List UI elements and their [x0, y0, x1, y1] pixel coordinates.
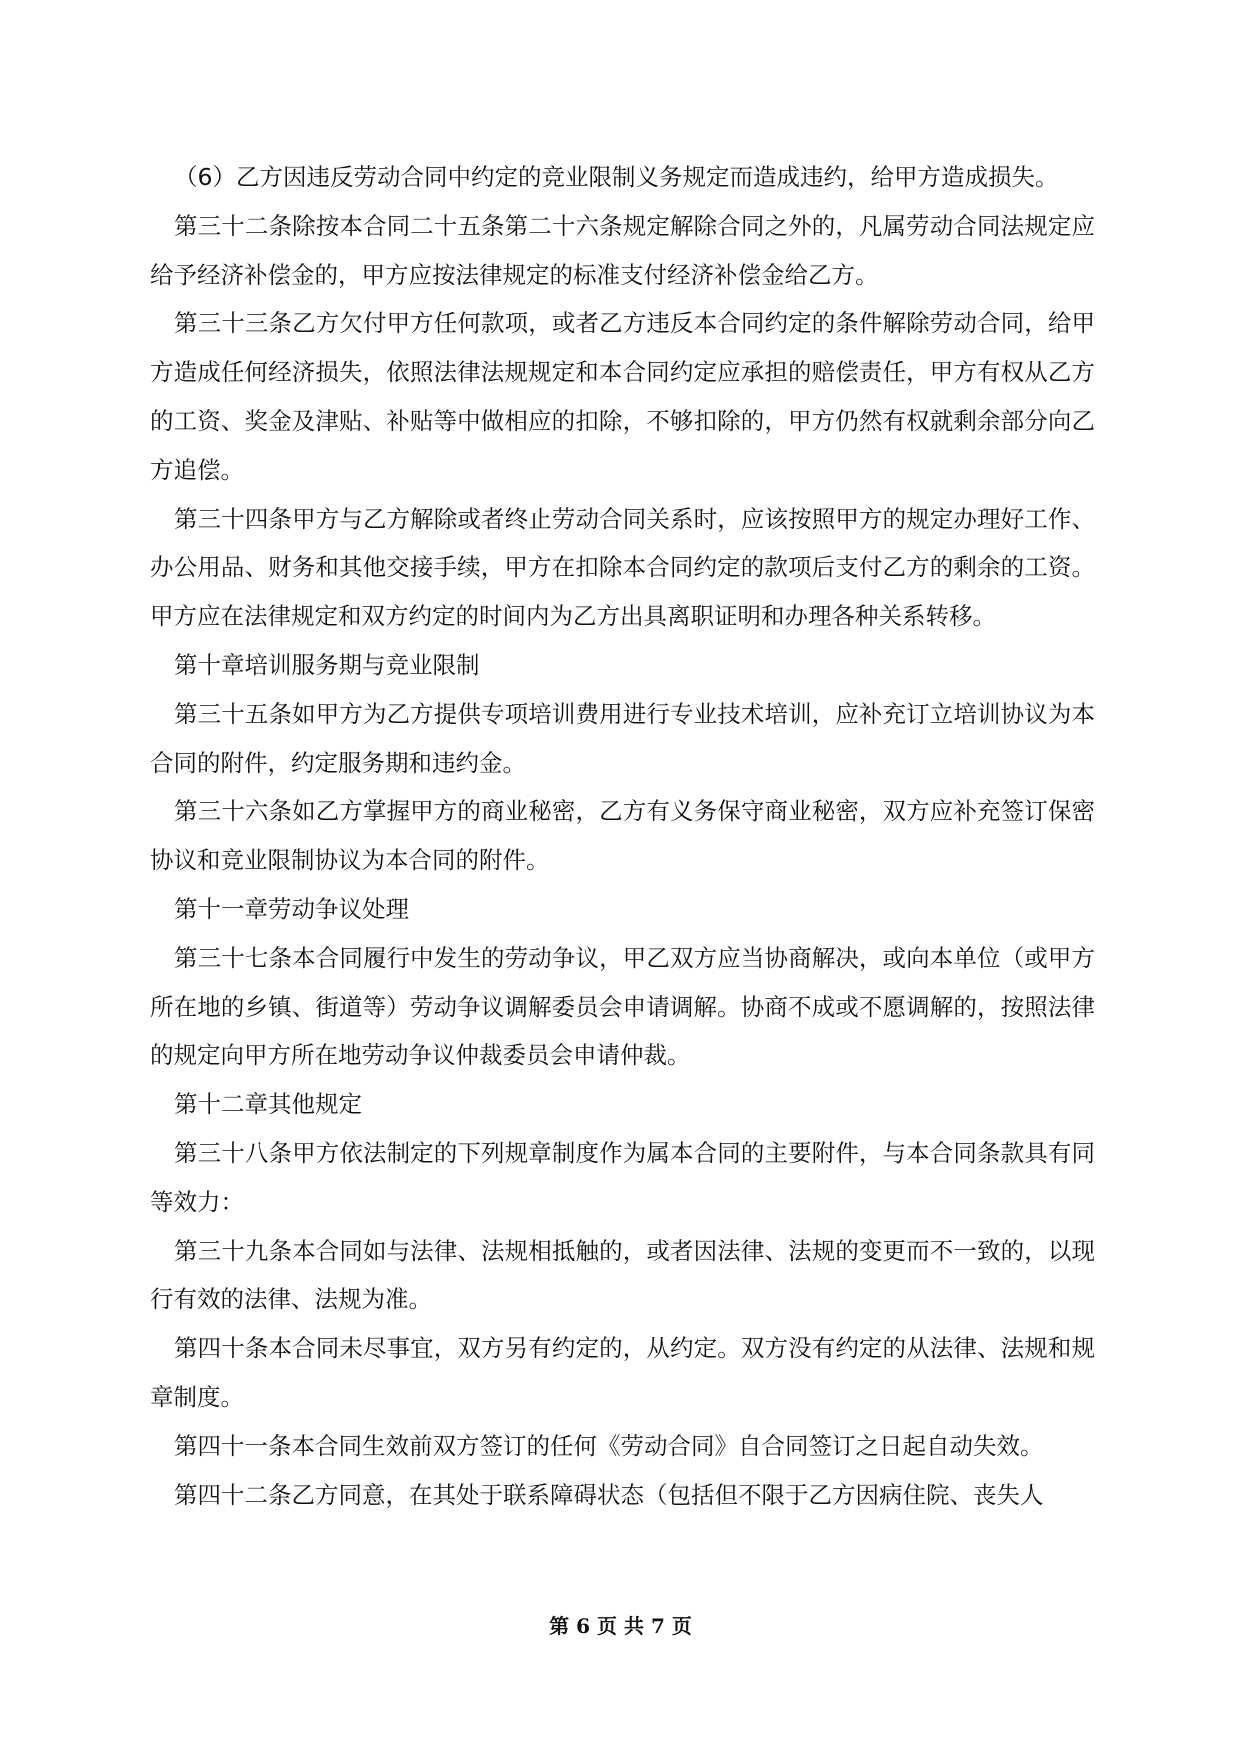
clause-paragraph: 第三十九条本合同如与法律、法规相抵触的，或者因法律、法规的变更而不一致的，以现行有效的法律、法规为准。 [150, 1236, 1095, 1314]
clause-paragraph: 第四十条本合同未尽事宜，双方另有约定的，从约定。双方没有约定的从法律、法规和规章制度。 [150, 1334, 1095, 1411]
chapter-heading: 第十章培训服务期与竞业限制 [174, 650, 480, 679]
clause-paragraph: 第四十一条本合同生效前双方签订的任何《劳动合同》自合同签订之日起自动失效。 [174, 1431, 1044, 1460]
clause-paragraph: 第三十五条如甲方为乙方提供专项培训费用进行专业技术培训，应补充订立培训协议为本合同的附件，约定服务期和违约金。 [150, 699, 1095, 777]
clause-paragraph: 第三十六条如乙方掌握甲方的商业秘密，乙方有义务保守商业秘密，双方应补充签订保密协议和竞业限制协议为本合同的附件。 [150, 797, 1095, 875]
document-body [150, 153, 1095, 1519]
clause-paragraph: （6）乙方因违反劳动合同中约定的竞业限制义务规定而造成违约，给甲方造成损失。 [174, 163, 1059, 191]
clause-paragraph: 第三十二条除按本合同二十五条第二十六条规定解除合同之外的，凡属劳动合同法规定应给予经济补偿金的，甲方应按法律规定的标准支付经济补偿金给乙方。 [150, 211, 1095, 289]
page-number-footer: 第 6 页 共 7 页 [549, 1614, 692, 1638]
chapter-heading: 第十二章其他规定 [174, 1090, 362, 1119]
chapter-heading: 第十一章劳动争议处理 [174, 894, 409, 923]
clause-paragraph: 第三十七条本合同履行中发生的劳动争议，甲乙双方应当协商解决，或向本单位（或甲方所在地的乡镇、街道等）劳动争议调解委员会申请调解。协商不成或不愿调解的，按照法律的规定向甲方所在地劳动争议仲裁委员会申请仲裁。 [150, 943, 1095, 1070]
clause-paragraph: 第四十二条乙方同意，在其处于联系障碍状态（包括但不限于乙方因病住院、丧失人 [174, 1480, 1044, 1509]
clause-paragraph: 第三十四条甲方与乙方解除或者终止劳动合同关系时，应该按照甲方的规定办理好工作、办公用品、财务和其他交接手续，甲方在扣除本合同约定的款项后支付乙方的剩余的工资。甲方应在法律规定和双方约定的时间内为乙方出具离职证明和办理各种关系转移。 [150, 504, 1095, 631]
clause-paragraph: 第三十三条乙方欠付甲方任何款项，或者乙方违反本合同约定的条件解除劳动合同，给甲方造成任何经济损失，依照法律法规规定和本合同约定应承担的赔偿责任，甲方有权从乙方的工资、奖金及津贴、补贴等中做相应的扣除，不够扣除的，甲方仍然有权就剩余部分向乙方追偿。 [150, 309, 1095, 484]
clause-paragraph: 第三十八条甲方依法制定的下列规章制度作为属本合同的主要附件，与本合同条款具有同等效力： [150, 1138, 1095, 1216]
